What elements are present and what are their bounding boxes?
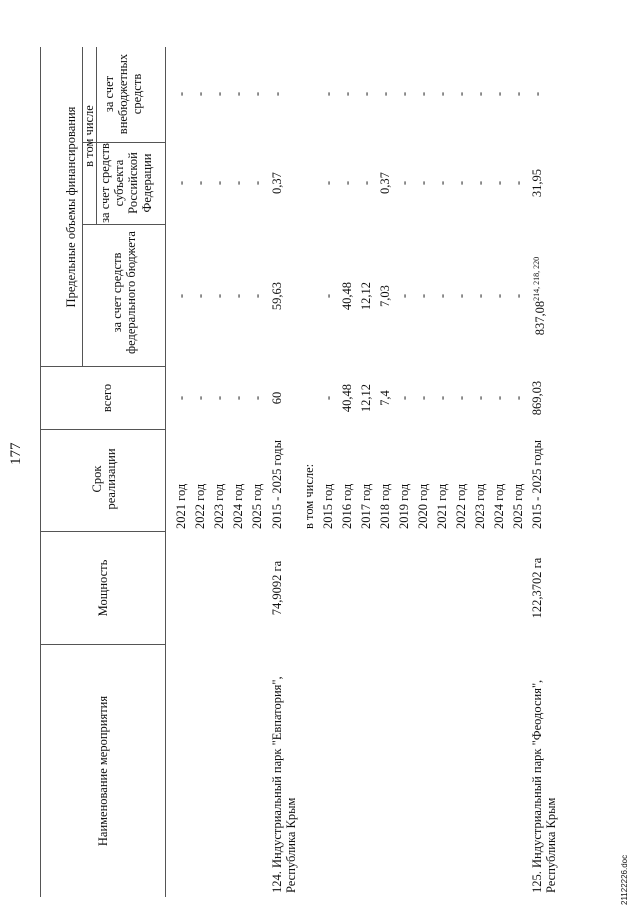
header-limits: Предельные объемы финансирования <box>64 106 78 308</box>
row-federal: - <box>231 293 245 299</box>
row-extra: - <box>174 91 188 97</box>
row-period: 2021 год <box>174 483 188 529</box>
row-total: - <box>492 395 506 401</box>
row-regional: - <box>435 180 449 186</box>
col-line-2 <box>40 531 166 532</box>
row-extra: - <box>454 91 468 97</box>
row-federal: - <box>397 293 411 299</box>
row-extra: - <box>378 91 392 97</box>
row-regional: - <box>473 180 487 186</box>
header-regional: за счет средств субъекта Российской Федерации <box>98 143 154 223</box>
row-federal: - <box>212 293 226 299</box>
header-extra: за счет внебюджетных средств <box>102 53 144 135</box>
row-period: в том числе: <box>302 463 316 529</box>
row-federal: - <box>473 293 487 299</box>
row-extra: - <box>231 91 245 97</box>
row-extra: - <box>473 91 487 97</box>
row-total: 40,48 <box>340 383 354 413</box>
row-total: 60 <box>270 391 284 405</box>
row-period: 2022 год <box>193 483 207 529</box>
row-period: 2023 год <box>212 483 226 529</box>
row-name: 124. Индустриальный парк "Евпатория", Республика Крым <box>270 676 298 893</box>
col-line-1 <box>40 644 166 645</box>
row-extra: - <box>416 91 430 97</box>
row-extra: - <box>250 91 264 97</box>
row-total: - <box>397 395 411 401</box>
row-total: - <box>473 395 487 401</box>
row-extra: - <box>530 91 544 97</box>
row-period: 2023 год <box>473 483 487 529</box>
row-regional: - <box>454 180 468 186</box>
row-period: 2016 год <box>340 483 354 529</box>
col-line-5 <box>82 224 166 225</box>
row-period: 2025 год <box>250 483 264 529</box>
row-federal: - <box>454 293 468 299</box>
row-extra: - <box>340 91 354 97</box>
row-period: 2021 год <box>435 483 449 529</box>
row-regional: - <box>511 180 525 186</box>
row-extra: - <box>270 91 284 97</box>
row-regional: - <box>231 180 245 186</box>
page-number: 177 <box>8 442 24 465</box>
row-period: 2019 год <box>397 483 411 529</box>
row-regional: - <box>492 180 506 186</box>
row-regional: - <box>359 180 373 186</box>
row-capacity: 74,9092 га <box>270 560 284 616</box>
row-total: 869,03 <box>530 380 544 416</box>
footnote-ref: 214, 218, 220 <box>532 256 541 301</box>
row-extra: - <box>492 91 506 97</box>
row-total: - <box>454 395 468 401</box>
header-capacity: Мощность <box>96 559 110 617</box>
row-period: 2015 - 2025 годы <box>530 439 544 529</box>
row-federal: - <box>492 293 506 299</box>
doc-code: 21122226.doc <box>620 854 629 905</box>
row-federal: - <box>321 293 335 299</box>
row-regional: - <box>212 180 226 186</box>
row-total: - <box>250 395 264 401</box>
header-period: Срок реализации <box>90 448 118 510</box>
row-regional: - <box>340 180 354 186</box>
row-federal: 12,12 <box>359 281 373 311</box>
row-period: 2020 год <box>416 483 430 529</box>
row-total: - <box>321 395 335 401</box>
row-total: - <box>174 395 188 401</box>
row-total: - <box>193 395 207 401</box>
row-federal: - <box>193 293 207 299</box>
row-name: 125. Индустриальный парк "Феодосия", Республика Крым <box>530 679 558 893</box>
row-federal: - <box>511 293 525 299</box>
row-federal: - <box>435 293 449 299</box>
row-extra: - <box>397 91 411 97</box>
row-regional: 0,37 <box>378 172 392 194</box>
row-regional: - <box>193 180 207 186</box>
row-total: - <box>212 395 226 401</box>
row-regional: - <box>397 180 411 186</box>
row-period: 2024 год <box>492 483 506 529</box>
row-period: 2025 год <box>511 483 525 529</box>
row-extra: - <box>193 91 207 97</box>
row-regional: - <box>416 180 430 186</box>
row-federal: 59,63 <box>270 281 284 311</box>
row-total: 12,12 <box>359 383 373 413</box>
row-period: 2024 год <box>231 483 245 529</box>
row-regional: - <box>250 180 264 186</box>
row-federal: - <box>416 293 430 299</box>
row-regional: 31,95 <box>530 168 544 198</box>
row-period: 2022 год <box>454 483 468 529</box>
row-federal: - <box>174 293 188 299</box>
header-federal: за счет средств федерального бюджета <box>110 231 138 354</box>
row-total: 7,4 <box>378 390 392 406</box>
row-federal: - <box>250 293 264 299</box>
row-capacity: 122,3702 га <box>530 557 544 619</box>
row-federal: 40,48 <box>340 281 354 311</box>
including-underline <box>96 47 97 225</box>
row-extra: - <box>359 91 373 97</box>
row-regional: - <box>321 180 335 186</box>
row-regional: - <box>174 180 188 186</box>
row-period: 2018 год <box>378 483 392 529</box>
row-federal: 7,03 <box>378 285 392 307</box>
row-total: - <box>435 395 449 401</box>
header-including: в том числе <box>82 105 96 167</box>
row-total: - <box>231 395 245 401</box>
header-top-line <box>40 47 41 897</box>
row-regional: 0,37 <box>270 172 284 194</box>
row-extra: - <box>321 91 335 97</box>
row-total: - <box>416 395 430 401</box>
row-period: 2017 год <box>359 483 373 529</box>
row-extra: - <box>212 91 226 97</box>
row-extra: - <box>435 91 449 97</box>
col-line-3 <box>40 429 166 430</box>
row-period: 2015 год <box>321 483 335 529</box>
row-extra: - <box>511 91 525 97</box>
row-total: - <box>511 395 525 401</box>
header-total: всего <box>100 383 114 413</box>
row-period: 2015 - 2025 годы <box>270 439 284 529</box>
row-federal: 837,08$^{214, 218, 220}$ <box>532 256 548 336</box>
header-name: Наименование мероприятия <box>96 695 110 847</box>
header-bottom-line <box>165 47 166 897</box>
